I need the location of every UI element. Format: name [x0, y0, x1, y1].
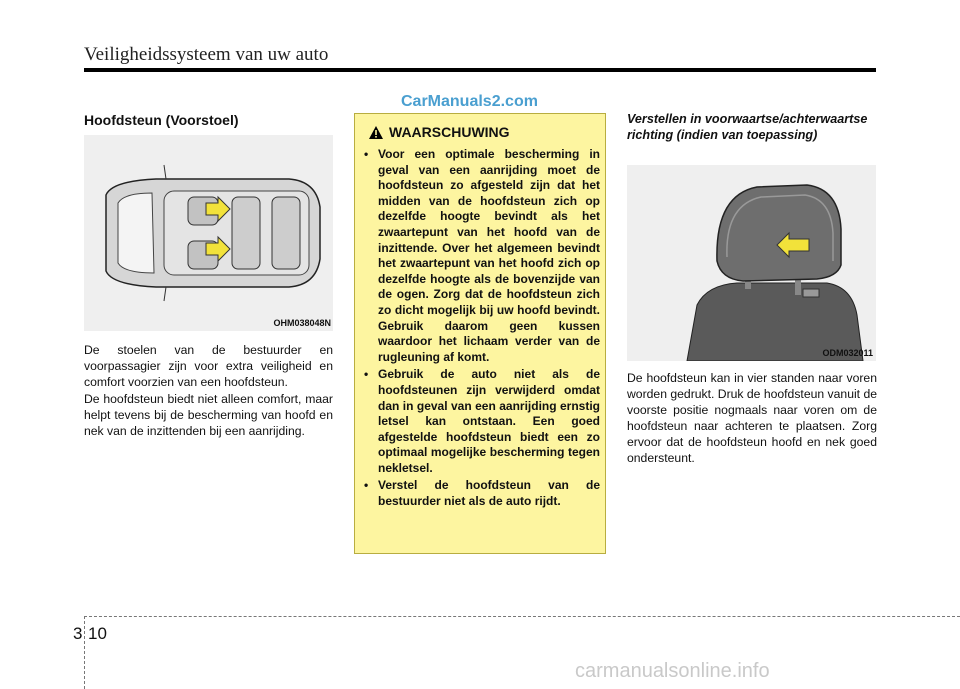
- page-number: 10: [88, 624, 107, 643]
- left-paragraph-1: De stoelen van de bestuurder en voorpassagier zijn voor extra veiligheid en comfort voorzien van een hoofdsteun.: [84, 343, 333, 389]
- warning-triangle-icon: [369, 126, 383, 139]
- headrest-illustration: [627, 165, 876, 361]
- headrest-figure: [627, 165, 876, 361]
- chapter-number: 3: [73, 624, 83, 643]
- bullet-icon: •: [364, 147, 369, 161]
- warning-header: [369, 124, 510, 140]
- warning-list: [364, 147, 600, 512]
- right-paragraph: De hoofdsteun kan in vier standen naar voren worden gedrukt. Druk de hoofdsteun vanuit de voorste positie nogmaals naar voren om de hoofdsteun naar achteren te plaatsen. Zorg ervoor dat de hoofdsteun hoofd en nek goed ondersteunt.: [627, 371, 878, 465]
- warning-title: WAARSCHUWING: [389, 124, 510, 140]
- header-rule: [84, 68, 876, 72]
- footer-rule: [84, 616, 960, 617]
- bullet-icon: •: [364, 478, 369, 493]
- bullet-icon: •: [364, 367, 369, 382]
- warning-item: • Voor een optimale bescherming in geval van een aanrijding moet de hoofdsteun zo afgesteld zijn dat het midden van de hoofdsteun zich op dezelfde hoogte bevindt als het zwaartepunt van het hoofd van de inzittende. Over het algemeen bevindt het zwaartepunt van het hoofd zich op dezelfde hoogte als de bovenzijde van de ogen. Zorg dat de hoofdsteun zich zo dicht mogelijk bij uw hoofd bevindt. Gebruik daarom geen kussen waardoor het lichaam verder van de rugleuning af komt.: [364, 147, 600, 364]
- figure-code: OHM038048N: [273, 318, 331, 328]
- watermark-bottom: carmanualsonline.info: [575, 660, 770, 682]
- warning-item: • Gebruik de auto niet als de hoofdsteunen zijn verwijderd omdat dan in geval van een aanrijding ernstig letsel kan ontstaan. Een goed afgestelde hoofdsteun biedt een zo optimaal mogelijke bescherming tegen nekletsel.: [364, 367, 600, 475]
- subsection-title: Verstellen in voorwaartse/achterwaartse richting (indien van toepassing): [627, 112, 868, 142]
- watermark-top: CarManuals2.com: [401, 93, 538, 110]
- warning-box: [354, 113, 606, 554]
- car-top-view-illustration: [84, 135, 333, 331]
- warning-item: • Verstel de hoofdsteun van de bestuurder niet als de auto rijdt.: [364, 478, 600, 509]
- section-title: Hoofdsteun (Voorstoel): [84, 112, 239, 128]
- footer-divider: [84, 616, 85, 689]
- figure-code: ODM032011: [822, 348, 873, 358]
- car-top-view-figure: [84, 135, 333, 331]
- left-paragraph-2: De hoofdsteun biedt niet alleen comfort, maar helpt tevens bij de bescherming van hoofd en nek van de inzittenden bij een aanrijding.: [84, 392, 333, 438]
- page-header-title: Veiligheidssysteem van uw auto: [84, 44, 329, 65]
